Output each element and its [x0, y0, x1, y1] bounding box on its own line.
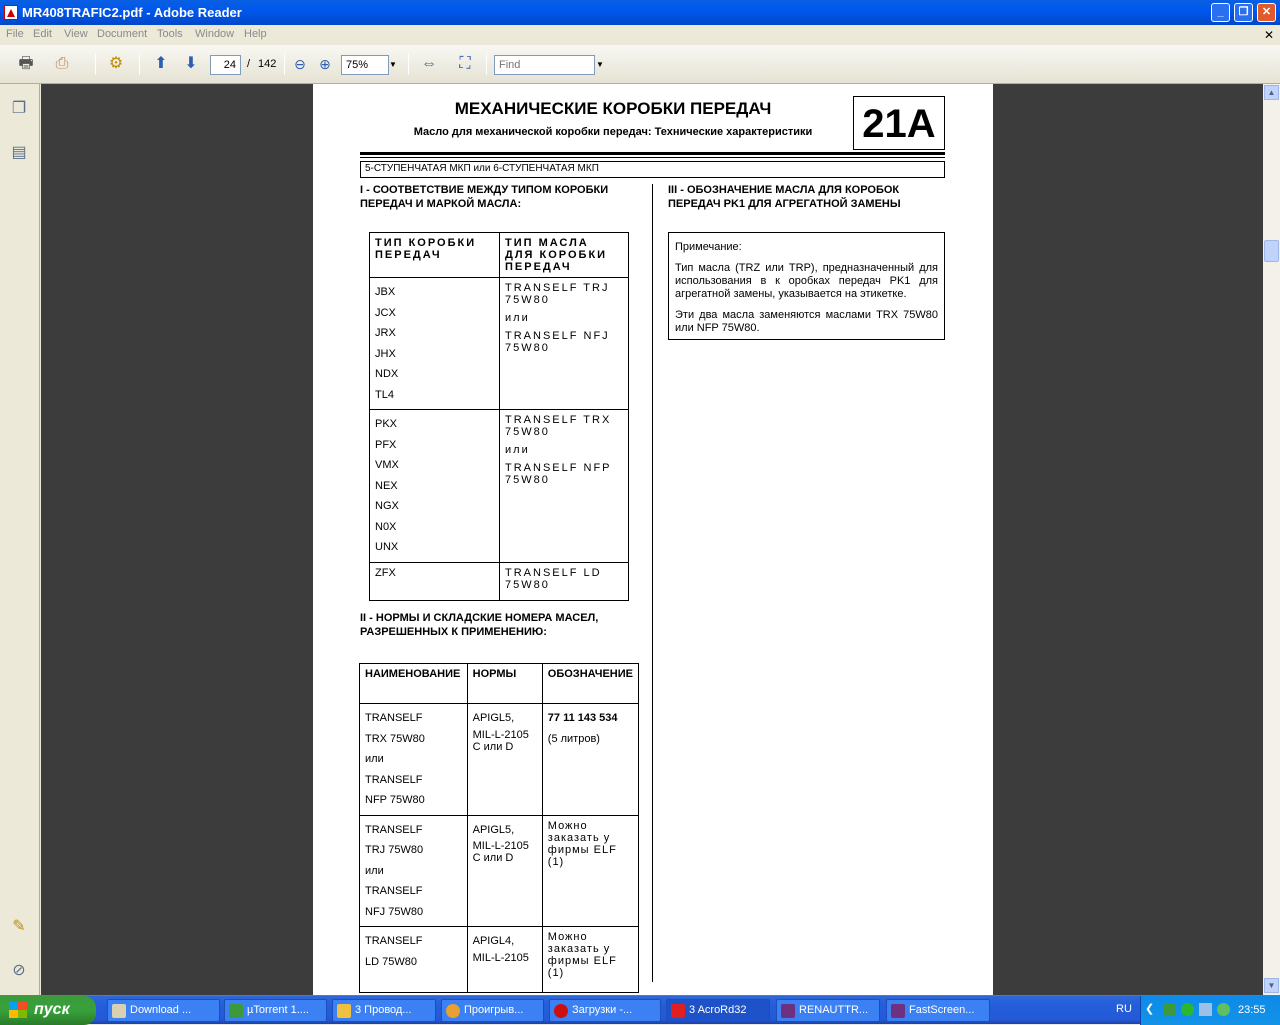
- fit-page-icon[interactable]: ⛶: [459, 55, 471, 72]
- table-row: TRANSELF TRX 75W80 или TRANSELF NFP 75W80 APIGL5, MIL-L-2105 C или D 77 11 143 534 (5 литров): [360, 704, 639, 816]
- opera-icon: [554, 1004, 568, 1018]
- table-header: НОРМЫ: [467, 664, 542, 704]
- taskbar: [0, 995, 1280, 1024]
- menu-bar: [0, 25, 1280, 45]
- note-title: Примечание:: [675, 241, 742, 253]
- acrobat-icon: [671, 1004, 685, 1018]
- taskbar-item[interactable]: µTorrent 1....: [224, 999, 327, 1022]
- page-number-input[interactable]: [210, 55, 241, 75]
- utorrent-tray-icon[interactable]: [1163, 1003, 1176, 1016]
- vertical-scrollbar[interactable]: [1263, 84, 1280, 995]
- menu-help[interactable]: Help: [244, 28, 267, 40]
- menu-view[interactable]: View: [64, 28, 88, 40]
- table-header: ОБОЗНАЧЕНИЕ: [542, 664, 638, 704]
- start-button[interactable]: пуск: [0, 996, 96, 1025]
- subheader: 5-СТУПЕНЧАТАЯ МКП или 6-СТУПЕНЧАТАЯ МКП: [360, 161, 945, 178]
- language-indicator[interactable]: RU: [1116, 1003, 1132, 1015]
- player-icon: [446, 1004, 460, 1018]
- winrar-icon: [781, 1004, 795, 1018]
- taskbar-item[interactable]: FastScreen...: [886, 999, 990, 1022]
- page-total: 142: [258, 58, 277, 70]
- doc-subtitle: Масло для механической коробки передач: Технические характеристики: [413, 126, 813, 138]
- table-row: PKX PFX VMX NEX NGX N0X UNX TRANSELF TRX 75W80 или TRANSELF NFP 75W80: [370, 410, 629, 563]
- maximize-button[interactable]: ❐: [1234, 3, 1253, 22]
- taskbar-item[interactable]: 3 Провод...: [332, 999, 436, 1022]
- column-divider: [652, 184, 653, 982]
- menu-tools[interactable]: Tools: [157, 28, 183, 40]
- taskbar-item[interactable]: Проигрыв...: [441, 999, 544, 1022]
- adobe-reader-icon: [4, 5, 18, 20]
- pages-icon[interactable]: ❐: [11, 100, 27, 117]
- table-header: ТИП МАСЛА ДЛЯ КОРОБКИ ПЕРЕДАЧ: [500, 233, 629, 278]
- menu-edit[interactable]: Edit: [33, 28, 52, 40]
- table-header: ТИП КОРОБКИ ПЕРЕДАЧ: [370, 233, 500, 278]
- scrollbar-thumb[interactable]: [1264, 240, 1279, 262]
- menu-window[interactable]: Window: [195, 28, 235, 40]
- section1-heading: I - СООТВЕТСТВИЕ МЕЖДУ ТИПОМ КОРОБКИ ПЕРЕДАЧ И МАРКОЙ МАСЛА:: [360, 184, 609, 210]
- gearbox-oil-table: [369, 232, 629, 601]
- window-titlebar[interactable]: [0, 0, 1280, 25]
- close-button[interactable]: ✕: [1257, 3, 1276, 22]
- table-row: TRANSELF LD 75W80 APIGL4, MIL-L-2105 Можно заказать у фирмы ELF (1): [360, 927, 639, 993]
- scroll-up-icon[interactable]: ▲: [1264, 85, 1279, 100]
- note-paragraph: Эти два масла заменяются маслами TRX 75W80 или NFP 75W80.: [675, 309, 938, 334]
- section2-heading: II - НОРМЫ И СКЛАДСКИЕ НОМЕРА МАСЕЛ, РАЗРЕШЕННЫХ К ПРИМЕНЕНИЮ:: [360, 612, 599, 638]
- table-row: JBX JCX JRX JHX NDX TL4 TRANSELF TRJ 75W80 или TRANSELF NFJ 75W80: [370, 278, 629, 410]
- window-title: MR408TRAFIC2.pdf - Adobe Reader: [22, 5, 242, 20]
- download-icon: [112, 1004, 126, 1018]
- table-header: НАИМЕНОВАНИЕ: [360, 664, 468, 704]
- note-box: [668, 232, 945, 340]
- comments-icon[interactable]: ✎: [12, 918, 26, 935]
- oil-norms-table: [359, 663, 639, 993]
- pdf-page: [313, 84, 993, 995]
- tray-app-icon[interactable]: [1217, 1003, 1230, 1016]
- note-paragraph: Тип масла (TRZ или TRP), предназначенный для использования в к оробках передач PK1 для агрегатной замены, указывается на этикетке.: [675, 262, 938, 300]
- antivirus-icon[interactable]: [1181, 1003, 1194, 1016]
- taskbar-item[interactable]: Загрузки -...: [549, 999, 661, 1022]
- navigation-pane: [0, 84, 40, 995]
- folder-icon: [337, 1004, 351, 1018]
- divider: [360, 152, 945, 155]
- attachments-icon[interactable]: ⊘: [12, 962, 26, 979]
- divider: [360, 157, 945, 158]
- page-separator: /: [247, 58, 251, 70]
- zoom-in-icon[interactable]: ⊕: [319, 56, 331, 72]
- menu-file[interactable]: File: [6, 28, 24, 40]
- taskbar-item[interactable]: 3 AcroRd32: [666, 999, 770, 1022]
- print-setup-icon[interactable]: ⎙: [55, 55, 69, 72]
- table-row: TRANSELF TRJ 75W80 или TRANSELF NFJ 75W80 APIGL5, MIL-L-2105 C или D Можно заказать у фирмы ELF (1): [360, 815, 639, 927]
- system-tray: [1140, 996, 1280, 1025]
- section3-heading: III - ОБОЗНАЧЕНИЕ МАСЛА ДЛЯ КОРОБОК ПЕРЕДАЧ PK1 ДЛЯ АГРЕГАТНОЙ ЗАМЕНЫ: [668, 184, 901, 210]
- doc-title: МЕХАНИЧЕСКИЕ КОРОБКИ ПЕРЕДАЧ: [454, 99, 772, 118]
- bookmarks-icon[interactable]: ▤: [11, 144, 27, 161]
- windows-logo-icon: [9, 1002, 27, 1018]
- minimize-button[interactable]: _: [1211, 3, 1230, 22]
- next-page-icon[interactable]: ⬇: [184, 55, 198, 72]
- zoom-input[interactable]: [341, 55, 389, 75]
- clock[interactable]: 23:55: [1238, 1004, 1266, 1016]
- toolbar: [0, 45, 1280, 84]
- winrar-icon: [891, 1004, 905, 1018]
- utorrent-icon: [229, 1004, 243, 1018]
- print-icon[interactable]: 🖶: [18, 55, 34, 72]
- table-row: ZFX TRANSELF LD 75W80: [370, 562, 629, 600]
- document-area[interactable]: [41, 84, 1263, 995]
- find-dropdown-icon[interactable]: ▼: [596, 60, 604, 69]
- zoom-out-icon[interactable]: ⊖: [294, 56, 306, 72]
- network-icon[interactable]: [1199, 1003, 1212, 1016]
- section-badge: 21A: [853, 96, 945, 150]
- find-input[interactable]: [494, 55, 595, 75]
- menu-document[interactable]: Document: [97, 28, 148, 40]
- previous-page-icon[interactable]: ⬆: [154, 55, 168, 72]
- fit-width-icon[interactable]: ⇔: [421, 55, 437, 72]
- taskbar-item[interactable]: Download ...: [107, 999, 220, 1022]
- tray-chevron-icon[interactable]: ❮: [1145, 1003, 1155, 1015]
- close-document-icon[interactable]: ✕: [1263, 28, 1274, 42]
- zoom-dropdown-icon[interactable]: ▼: [389, 60, 397, 69]
- scroll-down-icon[interactable]: ▼: [1264, 978, 1279, 993]
- taskbar-item[interactable]: RENAUTTR...: [776, 999, 880, 1022]
- organizer-icon[interactable]: ⚙: [108, 55, 124, 72]
